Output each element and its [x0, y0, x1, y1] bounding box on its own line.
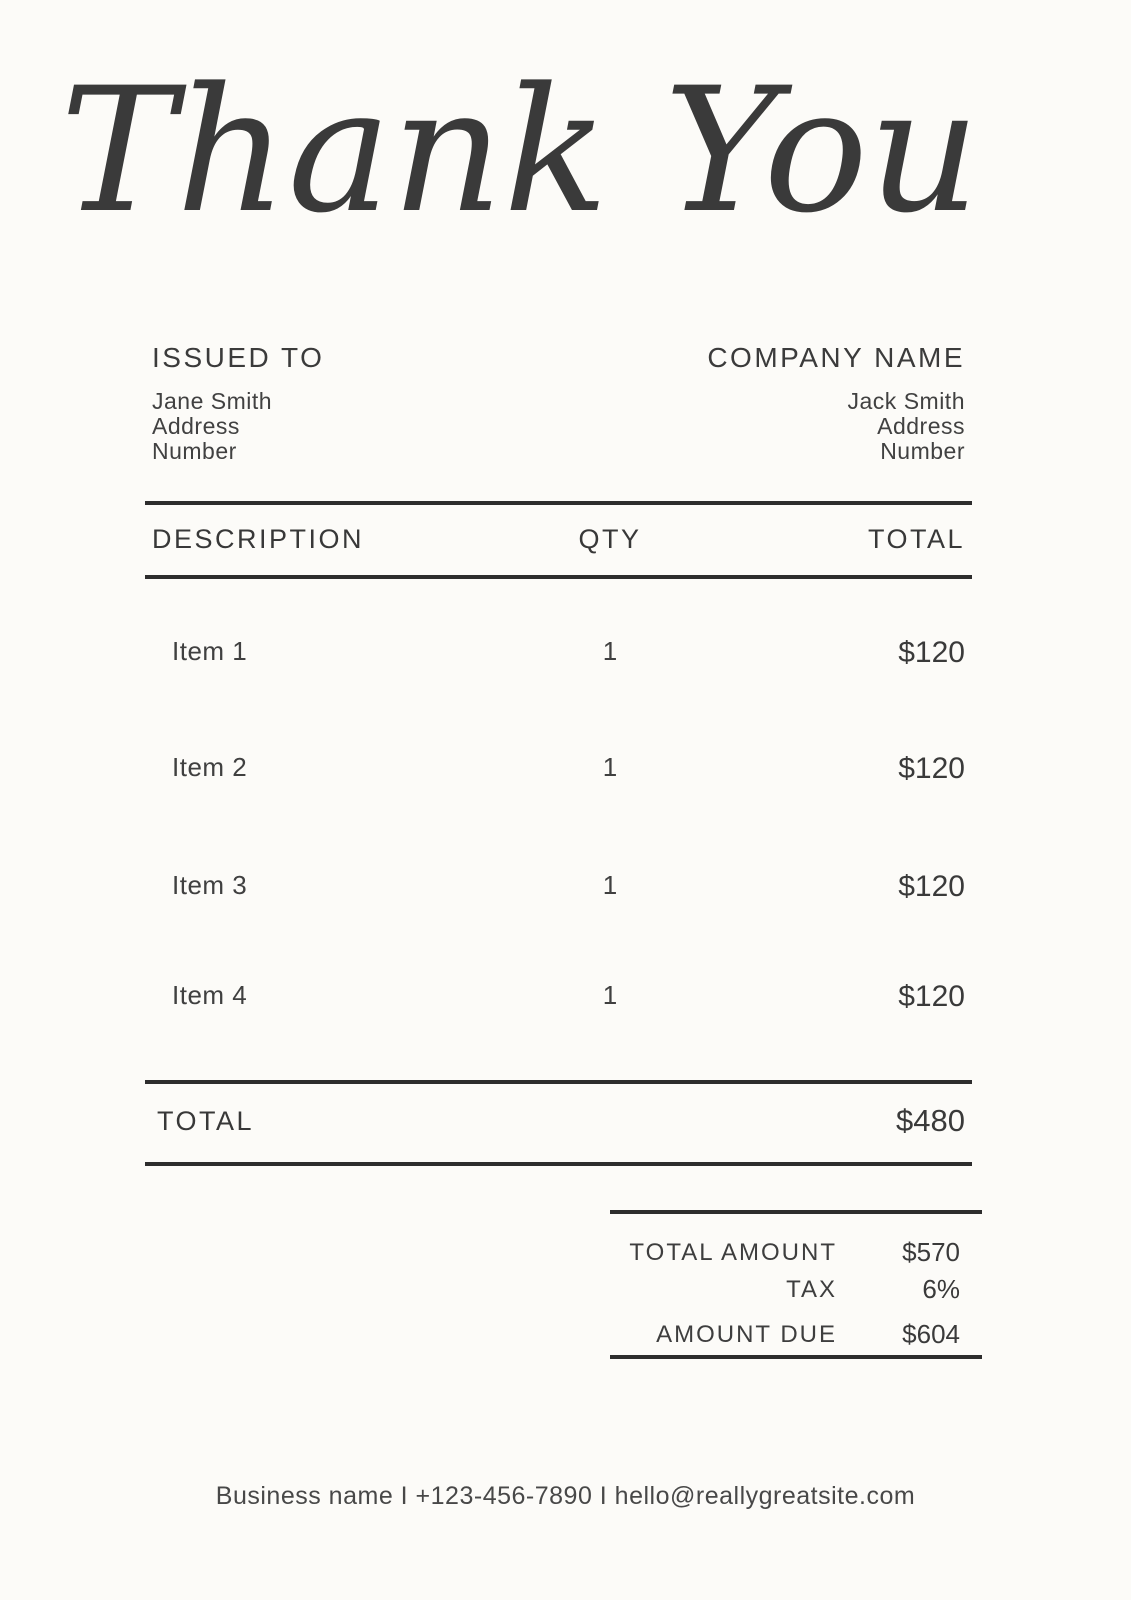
description-column-header: DESCRIPTION: [152, 524, 365, 554]
item-qty: 1: [602, 636, 618, 666]
summary-top-divider: [610, 1210, 982, 1214]
amount-due-label: AMOUNT DUE: [656, 1321, 837, 1348]
item-description: Item 4: [172, 980, 248, 1010]
table-row: [145, 752, 972, 786]
qty-column-header: QTY: [578, 524, 642, 554]
issued-to-heading: ISSUED TO: [152, 342, 325, 373]
item-description: Item 2: [172, 752, 248, 782]
tax-label: TAX: [786, 1276, 837, 1303]
item-description: Item 1: [172, 636, 248, 666]
thank-you-text: Thank You: [60, 50, 980, 251]
total-top-divider: [145, 1080, 972, 1084]
company-name: Jack Smith: [847, 388, 965, 414]
thank-you-title: [50, 38, 1000, 258]
total-amount-label: TOTAL AMOUNT: [629, 1239, 837, 1266]
company-address: Address: [877, 413, 965, 439]
table-row: [145, 980, 972, 1014]
table-row: [145, 870, 972, 904]
summary-row: [610, 1237, 982, 1267]
company-heading: COMPANY NAME: [707, 342, 965, 373]
issued-to-block: [152, 342, 324, 464]
item-description: Item 3: [172, 870, 248, 900]
summary-row: [610, 1319, 982, 1349]
item-total: $120: [898, 870, 965, 903]
summary-bottom-divider: [610, 1355, 982, 1359]
table-header-row: [145, 524, 972, 558]
table-header-divider: [145, 575, 972, 579]
item-total: $120: [898, 752, 965, 785]
total-column-header: TOTAL: [867, 524, 965, 554]
item-qty: 1: [602, 980, 618, 1010]
table-top-divider: [145, 501, 972, 505]
item-qty: 1: [602, 752, 618, 782]
tax-value: 6%: [922, 1274, 960, 1304]
total-amount-value: $570: [902, 1237, 960, 1267]
business-contact-footer: Business name I +123-456-7890 I hello@reallygreatsite.com: [215, 1482, 916, 1510]
issued-to-name: Jane Smith: [152, 388, 273, 414]
item-qty: 1: [602, 870, 618, 900]
item-total: $120: [898, 980, 965, 1013]
table-total-row: [145, 1103, 972, 1137]
item-total: $120: [898, 636, 965, 669]
issued-to-address: Address: [152, 413, 240, 439]
grand-total-label: TOTAL: [157, 1106, 255, 1136]
grand-total-value: $480: [896, 1103, 965, 1138]
summary-row: [610, 1274, 982, 1304]
company-block: [707, 342, 965, 464]
table-row: [145, 636, 972, 670]
amount-due-value: $604: [902, 1319, 960, 1349]
company-number: Number: [880, 438, 965, 464]
issued-to-number: Number: [152, 438, 237, 464]
total-bottom-divider: [145, 1162, 972, 1166]
